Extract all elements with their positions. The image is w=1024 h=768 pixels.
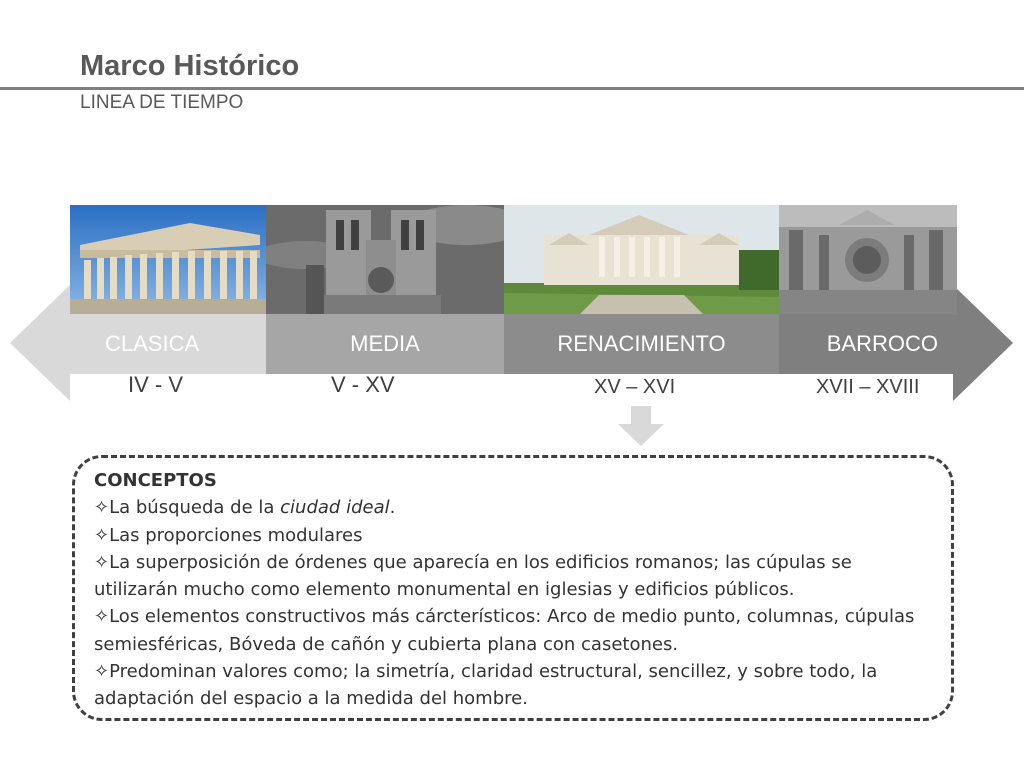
concepts-list xyxy=(94,467,924,713)
concept-text: La superposición de órdenes que aparecía en los edificios romanos; las cúpulas se utilizarán mucho como elemento monumental en iglesias y edificios públicos. xyxy=(94,551,852,601)
timeline-left-arrow xyxy=(10,285,70,401)
four-point-star-icon: ✧ xyxy=(94,551,110,573)
period-band-barroco: BARROCO xyxy=(779,314,953,374)
concept-text: Predominan valores como; la simetría, claridad estructural, sencillez, y sobre todo, la adaptación del espacio a la medida del hombre. xyxy=(94,661,878,710)
four-point-star-icon: ✧ xyxy=(94,497,110,519)
baroque-facade-image xyxy=(779,205,957,315)
four-point-star-icon: ✧ xyxy=(94,606,110,628)
period-band-renacimiento: RENACIMIENTO xyxy=(504,314,779,374)
period-dates-clasica: IV - V xyxy=(128,372,184,397)
timeline-right-arrow xyxy=(953,285,1013,401)
concept-text: La búsqueda de la xyxy=(109,497,281,519)
period-dates-renacimiento: XV – XVI xyxy=(594,376,676,398)
notre-dame-image xyxy=(266,205,504,315)
period-band-media: MEDIA xyxy=(266,314,504,374)
period-dates-media: V - XV xyxy=(331,372,395,397)
four-point-star-icon: ✧ xyxy=(94,524,110,546)
concept-text-end: . xyxy=(389,497,396,519)
page-title: Marco Histórico xyxy=(80,50,300,82)
concept-text: Los elementos constructivos más cárcterísticos: Arco de medio punto, columnas, cúpulas semiesféricas, Bóveda de cañón y cubierta plana con casetones. xyxy=(94,606,915,655)
concepts-heading: CONCEPTOS xyxy=(94,470,217,491)
renaissance-villa-image xyxy=(504,205,779,315)
down-arrow-icon xyxy=(618,406,664,451)
period-dates-barroco: XVII – XVIII xyxy=(816,376,920,398)
title-divider xyxy=(0,87,1024,90)
concept-item xyxy=(94,603,924,658)
concept-item xyxy=(94,549,924,604)
concept-item xyxy=(94,522,924,549)
concept-item xyxy=(94,494,924,521)
concept-text: Las proporciones modulares xyxy=(109,524,363,546)
page-subtitle: LINEA DE TIEMPO xyxy=(80,92,244,113)
concept-emphasis: ciudad ideal xyxy=(280,497,390,519)
parthenon-image xyxy=(70,205,266,315)
four-point-star-icon: ✧ xyxy=(94,661,110,683)
concept-item xyxy=(94,658,924,713)
period-band-clasica: CLASICA xyxy=(70,314,266,374)
